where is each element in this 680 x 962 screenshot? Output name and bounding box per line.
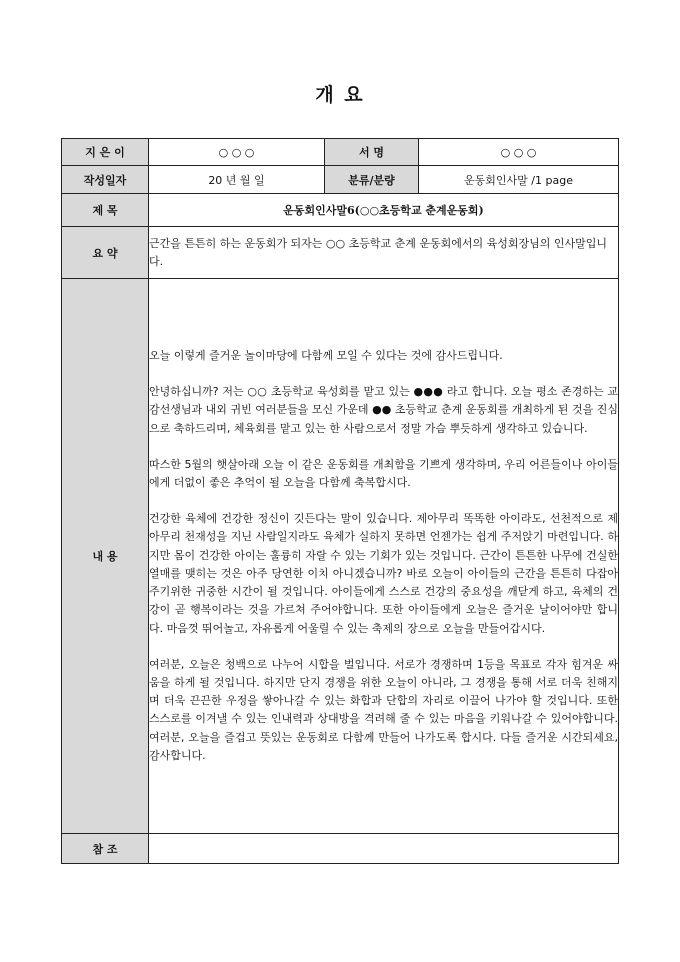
- signature-label: 서 명: [325, 139, 419, 166]
- date-value: 20 년 월 일: [149, 166, 325, 194]
- summary-value: 근간을 튼튼히 하는 운동회가 되자는 ○○ 초등학교 춘계 운동회에서의 육성회장님의 인사말입니다.: [149, 227, 619, 279]
- overview-table: [61, 138, 622, 864]
- date-row: [62, 166, 619, 194]
- content-paragraph: 여러분, 오늘은 청백으로 나누어 시합을 벌입니다. 서로가 경쟁하며 1등을 목표로 각자 힘겨운 싸움을 하게 될 것입니다. 하지만 단지 경쟁을 위한 오늘이 아니라, 그 경쟁을 통해 서로 더욱 친해지며 더욱 끈끈한 우정을 쌓아나갈 수 있는 화합과 단합의 자리로 이끌어 나가야 할 것입니다. 또한 스스로를 이겨낼 수 있는 인내력과 상대방을 격려해 줄 수 있는 마음을 키워나갈 수 있어야합니다. 여러분, 오늘을 즐겁고 뜻있는 운동회로 다함께 만들어 나가도록 합시다. 다들 즐거운 시간되세요, 감사합니다.: [149, 657, 622, 762]
- content-paragraph: 안녕하십니까? 저는 ○○ 초등학교 육성회를 맡고 있는 ●●● 라고 합니다. 오늘 평소 존경하는 교감선생님과 내외 귀빈 여러분들을 모신 가운데 ●● 초등학교 춘계 운동회를 개최하게 된 것을 진심으로 축하드리며, 체육회를 맡고 있는 한 사람으로서 정말 가슴 뿌듯하게 생각하고 있습니다.: [149, 385, 618, 435]
- author-row: [62, 139, 619, 166]
- signature-value: ○ ○ ○: [419, 139, 619, 166]
- reference-value: [149, 834, 619, 864]
- subject-row: [62, 194, 619, 227]
- subject-label: 제 목: [62, 194, 149, 227]
- date-label: 작성일자: [62, 166, 149, 194]
- content-body: [149, 279, 622, 834]
- author-label: 지 은 이: [62, 139, 149, 166]
- category-value: 운동회인사말 /1 page: [419, 166, 619, 194]
- category-label: 분류/분량: [325, 166, 419, 194]
- author-value: ○ ○ ○: [149, 139, 325, 166]
- content-paragraph: 오늘 이렇게 즐거운 놀이마당에 다함께 모일 수 있다는 것에 감사드립니다.: [149, 349, 503, 363]
- content-paragraph: 건강한 육체에 건강한 정신이 깃든다는 말이 있습니다. 제아무리 똑똑한 아이라도, 선천적으로 제아무리 천재성을 지닌 사람일지라도 육체가 실하지 못하면 언젠가는 쉽게 주저앉기 마련입니다. 하지만 몸이 건강한 아이는 훌륭히 자랄 수 있는 기회가 있는 것입니다. 근간이 튼튼한 나무에 건실한 열매를 맺히는 것은 아주 당연한 이치 아니겠습니까? 바로 오늘이 아이들의 근간을 튼튼히 다잡아 주기위한 귀중한 시간이 될 것입니다. 아이들에게 스스로 건강의 중요성을 깨닫게 하고, 육체의 건강이 곧 행복이라는 것을 가르쳐 주어야합니다. 또한 아이들에게 오늘은 즐거운 날이어야만 합니다. 마음껏 뛰어놀고, 자유롭게 어울릴 수 있는 축제의 장으로 오늘을 만들어갑시다.: [149, 512, 622, 635]
- summary-label: 요 약: [62, 227, 149, 279]
- document-title: 개 요: [315, 84, 365, 106]
- content-label: 내 용: [62, 279, 149, 834]
- subject-value: 운동회인사말6(○○초등학교 춘계운동회): [149, 194, 619, 227]
- reference-row: [62, 834, 619, 864]
- content-row: [62, 279, 619, 834]
- content-paragraph: 따스한 5월의 햇살아래 오늘 이 같은 운동회를 개최함을 기쁘게 생각하며, 우리 어른들이나 아이들에게 더없이 좋은 추억이 될 오늘을 다함께 축복합시다.: [149, 457, 618, 490]
- summary-row: [62, 227, 619, 279]
- reference-label: 참 조: [62, 834, 149, 864]
